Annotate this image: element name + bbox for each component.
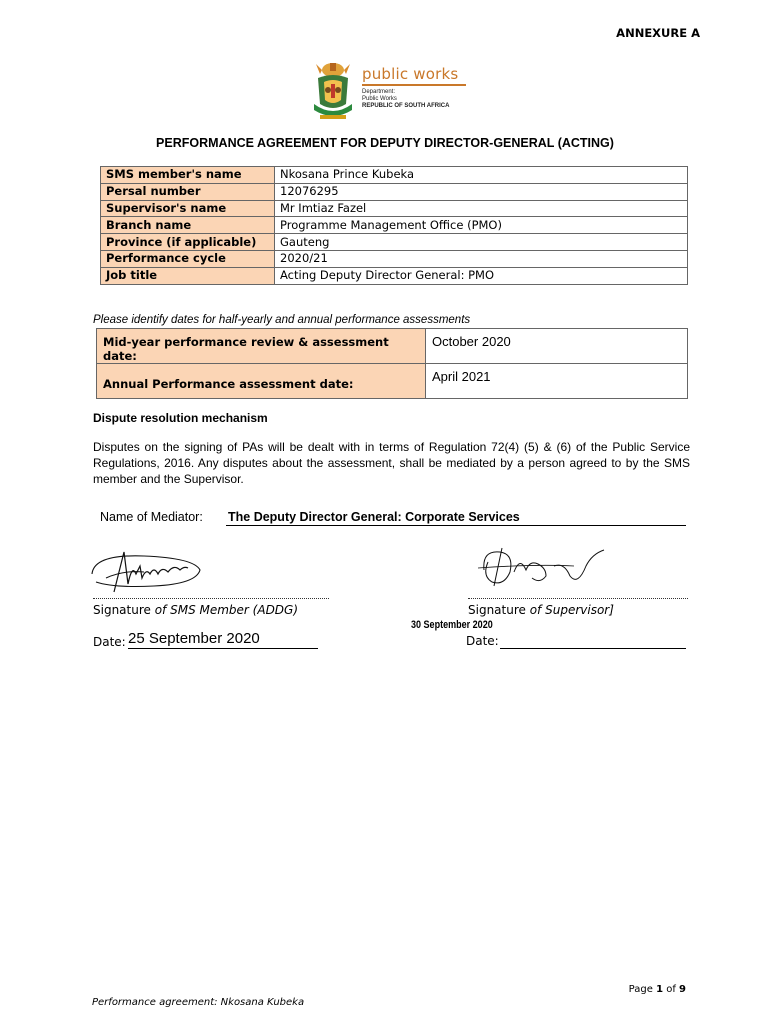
assessment-instruction: Please identify dates for half-yearly and annual performance assessments — [93, 314, 471, 326]
footer-text: Performance agreement: Nkosana Kubeka — [92, 997, 305, 1008]
supervisor-date-line — [500, 648, 686, 649]
logo-public-works: Public Works — [362, 95, 397, 102]
info-label: Persal number — [101, 183, 275, 200]
info-label: Supervisor's name — [101, 200, 275, 217]
total-pages: 9 — [679, 984, 686, 995]
member-signature-image — [84, 544, 208, 598]
info-value: Nkosana Prince Kubeka — [275, 167, 688, 184]
table-row — [101, 267, 688, 284]
assessment-value: October 2020 — [426, 329, 688, 364]
assessment-label: Mid-year performance review & assessment date: — [97, 329, 426, 364]
info-label: SMS member's name — [101, 167, 275, 184]
assessment-label: Annual Performance assessment date: — [97, 364, 426, 399]
logo-title: public works — [362, 65, 459, 83]
info-label: Performance cycle — [101, 250, 275, 267]
info-label: Branch name — [101, 217, 275, 234]
supervisor-signature-prefix: Signature — [468, 603, 530, 617]
page-title: PERFORMANCE AGREEMENT FOR DEPUTY DIRECTOR-GENERAL (ACTING) — [156, 136, 614, 150]
table-row — [101, 234, 688, 251]
supervisor-signature-line — [468, 598, 688, 599]
coat-of-arms-icon — [310, 60, 356, 124]
table-row — [101, 250, 688, 267]
info-label: Job title — [101, 267, 275, 284]
public-works-logo — [310, 60, 480, 126]
table-row — [97, 364, 688, 399]
dispute-text: Disputes on the signing of PAs will be dealt with in terms of Regulation 72(4) (5) & (6) of the Public Service Regulations, 2016. Any disputes about the assessment, shall be mediated by a person agreed to by the SMS member and the Supervisor. — [93, 440, 690, 486]
info-value: Programme Management Office (PMO) — [275, 217, 688, 234]
member-date-label: Date: — [93, 635, 126, 649]
table-row — [101, 167, 688, 184]
table-row — [101, 200, 688, 217]
table-row — [97, 329, 688, 364]
supervisor-signature-role: of Supervisor] — [529, 603, 614, 617]
info-value: 2020/21 — [275, 250, 688, 267]
member-date-value: 25 September 2020 — [128, 630, 260, 647]
table-row — [101, 183, 688, 200]
mediator-label: Name of Mediator: — [100, 510, 203, 524]
member-signature-line — [93, 598, 329, 599]
logo-divider — [362, 84, 466, 86]
page-number: Page 1 of 9 — [628, 984, 686, 995]
member-signature-role: of SMS Member (ADDG) — [154, 603, 299, 617]
info-value: 12076295 — [275, 183, 688, 200]
member-info-table — [100, 166, 688, 285]
info-label: Province (if applicable) — [101, 234, 275, 251]
member-signature-prefix: Signature — [93, 603, 155, 617]
mediator-value: The Deputy Director General: Corporate Services — [228, 510, 520, 524]
supervisor-date-label: Date: — [466, 634, 499, 648]
mediator-underline — [226, 525, 686, 526]
info-value: Acting Deputy Director General: PMO — [275, 267, 688, 284]
member-date-line — [128, 648, 318, 649]
info-value: Mr Imtiaz Fazel — [275, 200, 688, 217]
current-page: 1 — [656, 984, 664, 995]
assessment-value: April 2021 — [426, 364, 688, 399]
logo-department: Department: — [362, 88, 396, 95]
logo-country: REPUBLIC OF SOUTH AFRICA — [362, 103, 450, 110]
assessment-dates-table — [96, 328, 688, 399]
dispute-heading: Dispute resolution mechanism — [93, 411, 268, 425]
supervisor-signature-image — [474, 542, 614, 592]
info-value: Gauteng — [275, 234, 688, 251]
table-row — [101, 217, 688, 234]
annexure-label: ANNEXURE A — [616, 26, 700, 40]
supervisor-date-stamp: 30 September 2020 — [411, 619, 493, 631]
